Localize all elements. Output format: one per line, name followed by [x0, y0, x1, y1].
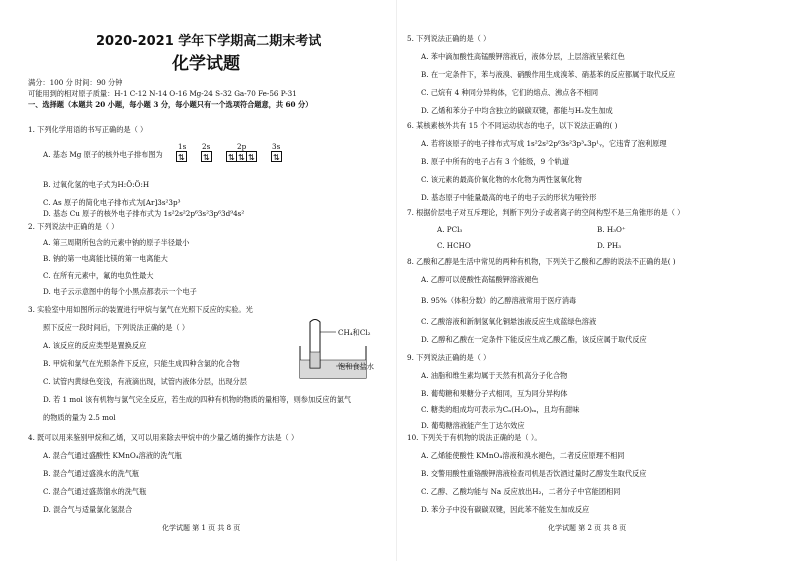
exam-title: 2020-2021 学年下学期高二期末考试	[96, 34, 322, 49]
q8-option-a: A. 乙醇可以使酸性高锰酸钾溶液褪色	[421, 275, 539, 284]
orbital-label-3s: 3s	[272, 142, 281, 151]
q3-option-b: B. 甲烷和氯气在光照条件下反应，只能生成四种含氯的化合物	[43, 359, 240, 368]
q3-stem-line-1: 3. 实验室中用如图所示的装置进行甲烷与氯气在光照下反应的实验。光	[28, 305, 253, 314]
svg-text:⇅: ⇅	[228, 153, 235, 162]
q9-stem: 9. 下列说法正确的是（ ）	[407, 353, 491, 362]
q2-option-a: A. 第三周期所包含的元素中钠的原子半径最小	[43, 238, 190, 247]
q5-option-c: C. 己烷有 4 种同分异构体，它们的熔点、沸点各不相同	[421, 88, 599, 97]
q3-stem-line-2: 照下反应一段时间后，下列说法正确的是（ ）	[43, 323, 190, 332]
score-time-line: 满分：100 分 时间：90 分钟	[28, 78, 123, 87]
q1-option-a: A. 基态 Mg 原子的核外电子排布图为	[43, 150, 163, 159]
q6-option-b: B. 原子中所有的电子占有 3 个能级，9 个轨道	[421, 157, 570, 166]
q7-stem: 7. 根据价层电子对互斥理论，判断下列分子或者离子的空间构型不是三角锥形的是（ ）	[407, 208, 685, 217]
svg-text:⇅: ⇅	[203, 153, 210, 162]
apparatus-gas-label: CH₄和Cl₂	[338, 328, 371, 337]
q1-option-b-label: B. 过氧化氢的电子式为H:	[43, 180, 127, 189]
q9-option-b: B. 葡萄糖和果糖分子式相同，互为同分异构体	[421, 389, 568, 398]
q6-stem: 6. 某核素核外共有 15 个不同运动状态的电子，以下说法正确的( )	[407, 121, 618, 130]
q7-option-d: D. PH₃	[597, 241, 622, 250]
q2-stem: 2. 下列说法中正确的是（ ）	[28, 222, 119, 231]
q2-option-d: D. 电子云示意图中的每个小黑点都表示一个电子	[43, 287, 197, 296]
svg-text:⇅: ⇅	[238, 153, 245, 162]
right-page	[397, 0, 794, 561]
q10-option-b: B. 交警用酸性重铬酸钾溶液检查司机是否饮酒过量时乙醇发生取代反应	[421, 469, 647, 478]
q5-option-b: B. 在一定条件下，苯与液溴、硝酸作用生成溴苯、硝基苯的反应都属于取代反应	[421, 70, 676, 79]
q10-option-c: C. 乙醇、乙酸均能与 Na 反应放出H₂，二者分子中官能团相同	[421, 487, 621, 496]
q4-option-c: C. 混合气通过盛蒸馏水的洗气瓶	[43, 487, 147, 496]
q7-option-b: B. H₃O⁺	[597, 225, 626, 234]
q9-option-c: C. 糖类的组成均可表示为Cₙ(H₂O)ₘ，且均有甜味	[421, 405, 580, 414]
q6-option-a: A. 若将该原子的电子排布式写成 1s²2s²2p⁶3s²3p³ₓ3p¹ᵧ，它违背了泡利原理	[421, 139, 667, 148]
q4-option-d: D. 混合气与适量氯化氢混合	[43, 505, 133, 514]
atomic-masses-line: 可能用到的相对原子质量：H-1 C-12 N-14 O-16 Mg-24 S-32 Ga-70 Fe-56 P-31	[28, 89, 297, 98]
svg-text:⇅: ⇅	[248, 153, 255, 162]
q10-stem: 10. 下列关于有机物的说法正确的是（ ）。	[407, 433, 542, 442]
exam-subject-title: 化学试题	[172, 54, 240, 74]
q1-option-b	[43, 180, 149, 189]
q6-option-c: C. 该元素的最高价氧化物的水化物为两性氢氧化物	[421, 175, 582, 184]
q9-option-a: A. 油脂和维生素均属于天然有机高分子化合物	[421, 371, 568, 380]
q1-option-c: C. As 原子的简化电子排布式为[Ar]3s²3p³	[43, 198, 181, 207]
q7-option-c: C. HCHO	[437, 241, 471, 250]
q5-option-d: D. 乙烯和苯分子中均含独立的碳碳双键，都能与H₂发生加成	[421, 106, 613, 115]
q8-option-c: C. 乙酸溶液和新制氢氧化铜悬浊液反应生成蓝绿色溶液	[421, 317, 597, 326]
q8-option-b: B. 95%（体积分数）的乙醇溶液常用于医疗消毒	[421, 296, 577, 305]
q1-option-b-formula: Ö:Ö:H	[126, 180, 150, 189]
orbital-diagram	[176, 151, 292, 163]
q4-option-a: A. 混合气通过盛酸性 KMnO₄溶液的洗气瓶	[43, 451, 182, 460]
page-footer-1: 化学试题 第 1 页 共 8 页	[162, 524, 241, 532]
section-title: 一、选择题（本题共 20 小题，每小题 3 分，每小题只有一个选项符合题意，共 60 分）	[28, 100, 313, 109]
orbital-label-2p: 2p	[237, 142, 247, 151]
q9-option-d: D. 葡萄糖溶液能产生丁达尔效应	[421, 421, 525, 430]
apparatus-solution-label: 饱和食盐水	[338, 362, 374, 371]
q3-option-c: C. 试管内黄绿色变浅，有液滴出现，试管内液体分层，出现分层	[43, 377, 247, 386]
q8-option-d: D. 乙醇和乙酸在一定条件下能反应生成乙酸乙酯，该反应属于取代反应	[421, 335, 647, 344]
q8-stem: 8. 乙酸和乙醇是生活中常见的两种有机物，下列关于乙酸和乙醇的说法不正确的是( )	[407, 257, 676, 266]
svg-text:⇅: ⇅	[273, 153, 280, 162]
orbital-label-1s: 1s	[178, 142, 187, 151]
q7-option-a: A. PCl₃	[437, 225, 463, 234]
svg-text:⇅: ⇅	[178, 153, 185, 162]
q5-option-a: A. 苯中滴加酸性高锰酸钾溶液后，液体分层，上层溶液呈紫红色	[421, 52, 625, 61]
q1-stem: 1. 下列化学用语的书写正确的是（ ）	[28, 125, 148, 134]
q3-option-d-line-1: D. 若 1 mol 该有机物与氯气完全反应，若生成的四种有机物的物质的量相等，则参加反应的氯气	[43, 395, 352, 404]
q6-option-d: D. 基态原子中能量最高的电子的电子云的形状为哑铃形	[421, 193, 597, 202]
q4-stem: 4. 既可以用来鉴别甲烷和乙烯，又可以用来除去甲烷中的少量乙烯的操作方法是（ ）	[28, 433, 299, 442]
q5-stem: 5. 下列说法正确的是（ ）	[407, 34, 491, 43]
q3-option-d-line-2: 的物质的量为 2.5 mol	[43, 413, 116, 422]
q4-option-b: B. 混合气通过盛溴水的洗气瓶	[43, 469, 140, 478]
q3-option-a: A. 该反应的反应类型是置换反应	[43, 341, 147, 350]
page-footer-2: 化学试题 第 2 页 共 8 页	[548, 524, 627, 532]
q1-option-d: D. 基态 Cu 原子的核外电子排布式为 1s²2s²2p⁶3s²3p⁶3d⁹4s²	[43, 209, 245, 218]
q2-option-b: B. 钠的第一电离能比镁的第一电离能大	[43, 254, 168, 263]
q10-option-d: D. 苯分子中没有碳碳双键，因此苯不能发生加成反应	[421, 505, 590, 514]
orbital-label-2s: 2s	[202, 142, 211, 151]
q10-option-a: A. 乙烯能使酸性 KMnO₄溶液和溴水褪色，二者反应原理不相同	[421, 451, 625, 460]
q2-option-c: C. 在所有元素中，氟的电负性最大	[43, 271, 154, 280]
